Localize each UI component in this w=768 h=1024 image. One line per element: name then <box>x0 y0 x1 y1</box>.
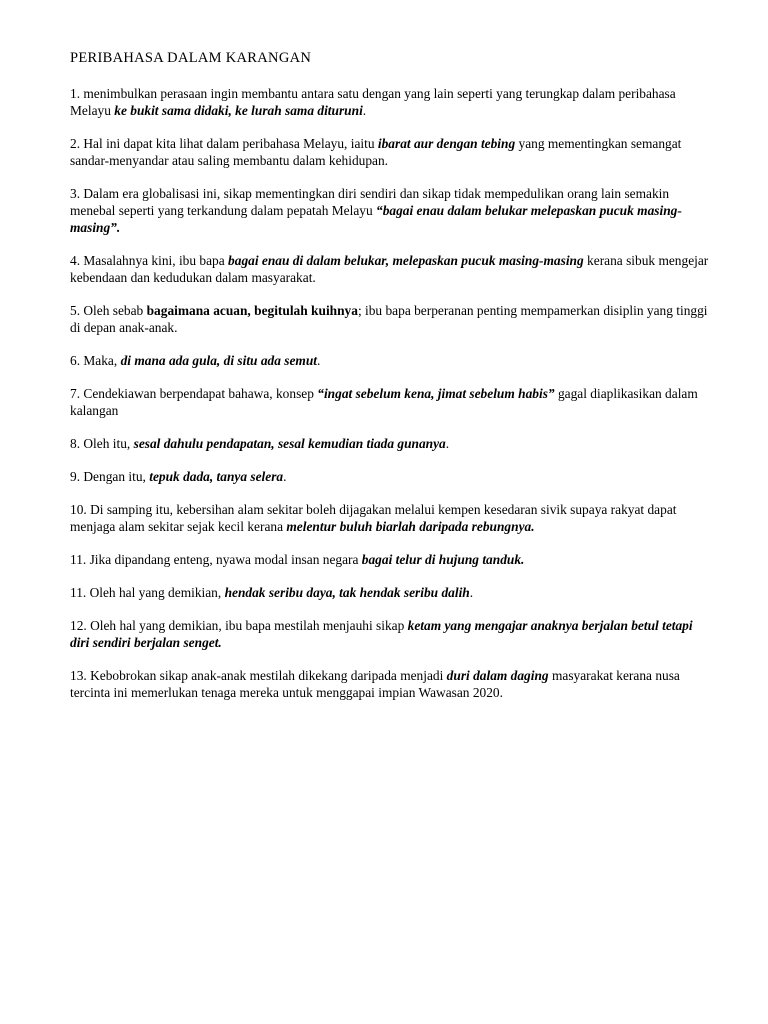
paragraph-text: 13. Kebobrokan sikap anak-anak mestilah dikekang daripada menjadi <box>70 668 447 683</box>
paragraph-text: ; ibu bapa berperanan penting mempamerkan disiplin yang tinggi di depan anak-anak. <box>70 303 708 335</box>
paragraph-3 <box>70 185 710 236</box>
paragraph-text: 7. Cendekiawan berpendapat bahawa, konsep <box>70 386 318 401</box>
paragraph-text: kerana sibuk mengejar kebendaan dan kedudukan dalam masyarakat. <box>70 253 709 285</box>
proverb: “ingat sebelum kena, jimat sebelum habis” <box>317 386 555 401</box>
paragraph-5 <box>70 302 710 336</box>
proverb: tepuk dada, tanya selera <box>149 469 284 484</box>
paragraph-1 <box>70 85 710 119</box>
paragraph-text: 4. Masalahnya kini, ibu bapa <box>70 253 229 268</box>
paragraph-12 <box>70 617 710 651</box>
paragraph-text: 11. Jika dipandang enteng, nyawa modal insan negara <box>70 552 362 567</box>
proverb: hendak seribu daya, tak hendak seribu dalih <box>224 585 470 600</box>
paragraph-text: 8. Oleh itu, <box>70 436 134 451</box>
proverb: bagai telur di hujung tanduk. <box>361 552 525 567</box>
proverb: bagai enau di dalam belukar, melepaskan pucuk masing-masing <box>228 253 584 268</box>
proverb: bagaimana acuan, begitulah kuihnya <box>146 303 358 318</box>
proverb: ke bukit sama didaki, ke lurah sama dituruni <box>114 103 363 118</box>
paragraph-10 <box>70 501 710 535</box>
paragraph-text: 9. Dengan itu, <box>70 469 150 484</box>
paragraph-text: . <box>469 585 474 600</box>
paragraph-text: 3. Dalam era globalisasi ini, sikap mementingkan diri sendiri dan sikap tidak mempedulikan orang lain semakin menebal seperti yang terkandung dalam pepatah Melayu <box>70 186 670 218</box>
paragraph-13 <box>70 667 710 701</box>
proverb: melentur buluh biarlah daripada rebungnya. <box>286 519 535 534</box>
proverb: ketam yang mengajar anaknya berjalan betul tetapi diri sendiri berjalan senget. <box>70 618 693 650</box>
paragraph-text: 6. Maka, <box>70 353 121 368</box>
paragraph-text: 10. Di samping itu, kebersihan alam sekitar boleh dijagakan melalui kempen kesedaran sivik supaya rakyat dapat menjaga alam sekitar sejak kecil kerana <box>70 502 677 534</box>
paragraph-11a <box>70 551 710 568</box>
proverb: duri dalam daging <box>446 668 549 683</box>
paragraph-text: 2. Hal ini dapat kita lihat dalam peribahasa Melayu, iaitu <box>70 136 378 151</box>
paragraph-text: 1. menimbulkan perasaan ingin membantu antara satu dengan yang lain seperti yang terungkap dalam peribahasa Melayu <box>70 86 676 118</box>
paragraph-9 <box>70 468 710 485</box>
paragraph-text: 5. Oleh sebab <box>70 303 147 318</box>
paragraph-8 <box>70 435 710 452</box>
paragraph-7 <box>70 385 710 419</box>
paragraph-text: gagal diaplikasikan dalam kalangan <box>70 386 698 418</box>
paragraph-text: masyarakat kerana nusa tercinta ini memerlukan tenaga mereka untuk menggapai impian Wawasan 2020. <box>70 668 680 700</box>
proverb: ibarat aur dengan tebing <box>377 136 516 151</box>
proverb: “bagai enau dalam belukar melepaskan pucuk masing-masing”. <box>70 203 682 235</box>
paragraph-text: . <box>445 436 450 451</box>
paragraph-text: yang mementingkan semangat sandar-menyandar atau saling membantu dalam kehidupan. <box>70 136 682 168</box>
paragraph-4 <box>70 252 710 286</box>
paragraph-text: 12. Oleh hal yang demikian, ibu bapa mestilah menjauhi sikap <box>70 618 408 633</box>
proverb: sesal dahulu pendapatan, sesal kemudian tiada gunanya <box>133 436 446 451</box>
paragraph-text: . <box>317 353 321 368</box>
paragraph-text: 11. Oleh hal yang demikian, <box>70 585 225 600</box>
paragraph-6 <box>70 352 710 369</box>
paragraph-text: . <box>283 469 287 484</box>
document-page <box>70 50 710 717</box>
proverb: di mana ada gula, di situ ada semut <box>120 353 318 368</box>
paragraph-2 <box>70 135 710 169</box>
document-title: PERIBAHASA DALAM KARANGAN <box>70 50 312 66</box>
paragraph-11b <box>70 584 710 601</box>
paragraph-text: . <box>362 103 367 118</box>
